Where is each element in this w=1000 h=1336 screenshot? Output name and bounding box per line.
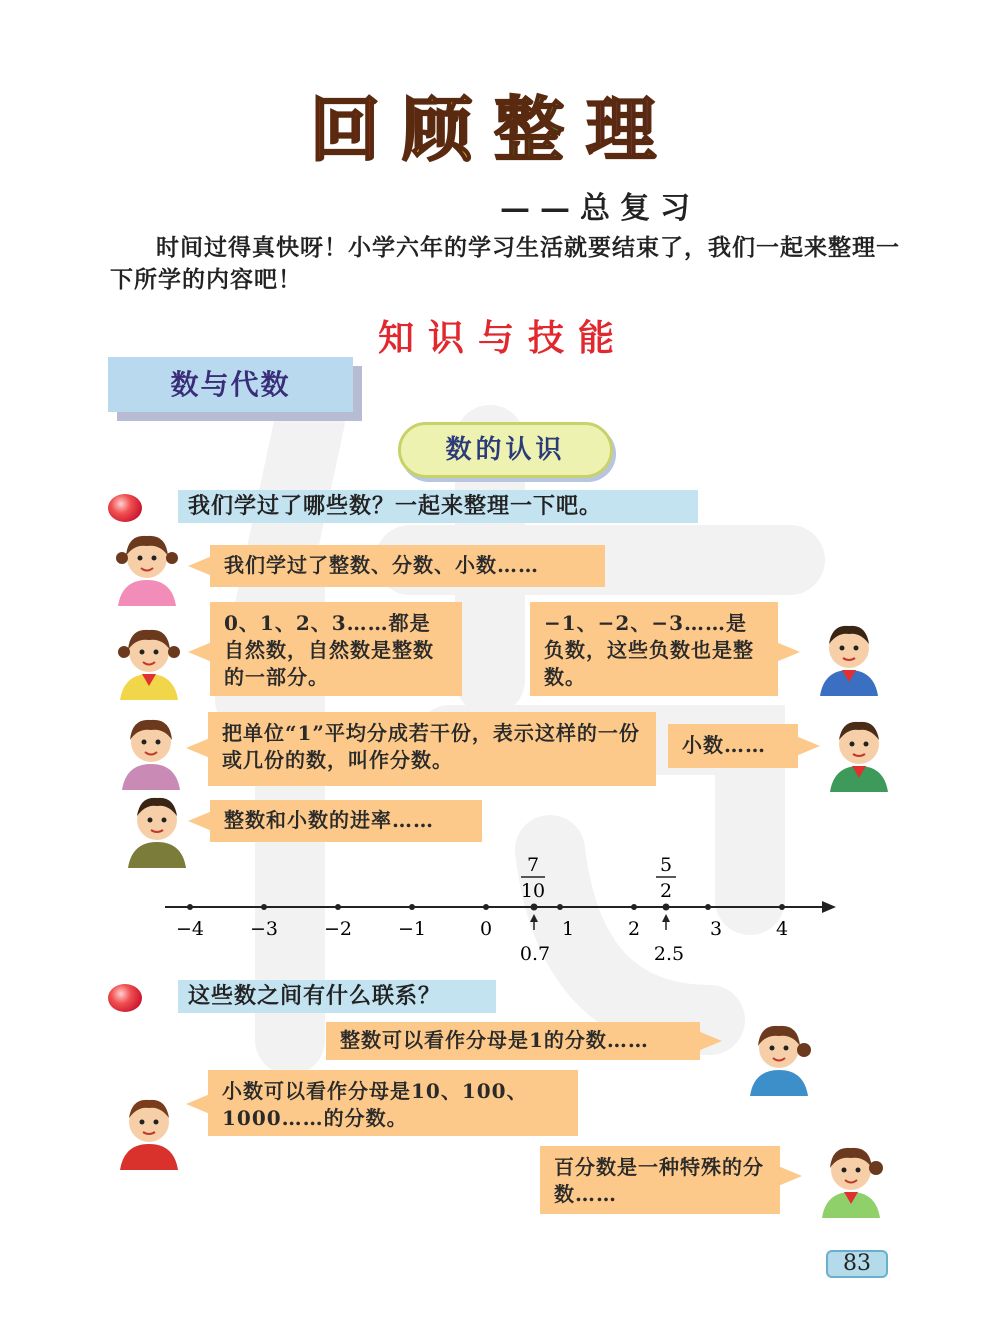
bubble-text: 我们学过了整数、分数、小数…… — [224, 553, 539, 577]
bullet-icon — [108, 494, 142, 522]
bubble-text: 整数可以看作分母是1的分数…… — [340, 1028, 649, 1052]
bubble-text: 小数…… — [682, 733, 766, 757]
decimal-label-2: 2.5 — [653, 943, 685, 965]
number-line-tick — [187, 904, 193, 910]
number-line-label: −3 — [249, 918, 279, 940]
topic-box — [108, 357, 353, 412]
subtopic-pill — [398, 422, 613, 478]
number-line-tick — [261, 904, 267, 910]
boy-avatar — [110, 1092, 188, 1170]
girl-avatar — [110, 622, 188, 700]
question-1: 我们学过了哪些数？一起来整理一下吧。 — [178, 490, 698, 523]
boy-avatar — [810, 618, 888, 696]
fraction-1-den: 10 — [520, 880, 546, 902]
speech-bubble — [668, 724, 798, 768]
number-line-tick — [705, 904, 711, 910]
number-line-tick — [409, 904, 415, 910]
number-line-tick — [779, 904, 785, 910]
number-line-tick — [335, 904, 341, 910]
bubble-text: 0、1、2、3……都是自然数，自然数是整数的一部分。 — [224, 611, 434, 689]
speech-bubble — [210, 545, 605, 587]
girl-avatar — [740, 1018, 818, 1096]
number-line-label: 1 — [561, 918, 575, 940]
subtitle: ——总复习 — [500, 191, 700, 226]
speech-bubble — [530, 602, 778, 696]
speech-bubble — [210, 800, 482, 842]
subtopic-label: 数的认识 — [445, 435, 566, 465]
topic-label: 数与代数 — [170, 368, 291, 401]
point-2.5 — [663, 904, 670, 911]
number-line-label: 2 — [627, 918, 641, 940]
section-heading: 知识与技能 — [378, 318, 629, 359]
bubble-text: 百分数是一种特殊的分数…… — [554, 1155, 764, 1206]
number-line — [160, 850, 850, 970]
question-2: 这些数之间有什么联系？ — [178, 980, 496, 1013]
bubble-text: −1、−2、−3……是负数，这些负数也是整数。 — [544, 611, 754, 689]
boy-avatar — [820, 714, 898, 792]
speech-bubble — [326, 1022, 700, 1060]
page-title — [300, 88, 670, 176]
fraction-1-num: 7 — [526, 854, 540, 876]
girl-avatar — [108, 528, 186, 606]
number-line-label: 4 — [775, 918, 789, 940]
bullet-icon — [108, 984, 142, 1012]
point-0.7 — [531, 904, 538, 911]
number-line-label: 3 — [709, 918, 723, 940]
fraction-2-num: 5 — [659, 854, 673, 876]
speech-bubble — [208, 712, 656, 786]
bubble-text: 把单位“1”平均分成若干份，表示这样的一份或几份的数，叫作分数。 — [222, 721, 640, 772]
number-line-label: −4 — [175, 918, 205, 940]
number-line-label: −2 — [323, 918, 353, 940]
number-line-tick — [557, 904, 563, 910]
title-char: 回 — [310, 89, 380, 171]
number-line-arrow — [822, 901, 836, 913]
fraction-2-den: 2 — [659, 880, 673, 902]
bubble-text: 整数和小数的进率…… — [224, 808, 434, 832]
title-char: 整 — [494, 89, 564, 171]
number-line-label: −1 — [397, 918, 427, 940]
bubble-text: 小数可以看作分母是10、100、1000……的分数。 — [222, 1079, 528, 1130]
number-line-tick — [631, 904, 637, 910]
girl-avatar — [112, 712, 190, 790]
intro-text — [110, 232, 900, 296]
decimal-label-1: 0.7 — [519, 943, 551, 965]
number-line-label: 0 — [479, 918, 493, 940]
speech-bubble — [208, 1070, 578, 1136]
speech-bubble — [210, 602, 462, 696]
number-line-tick — [483, 904, 489, 910]
girl-avatar — [812, 1140, 890, 1218]
speech-bubble — [540, 1146, 780, 1214]
title-char: 理 — [586, 89, 656, 171]
title-char: 顾 — [402, 89, 472, 171]
intro-paragraph: 时间过得真快呀！小学六年的学习生活就要结束了，我们一起来整理一下所学的内容吧！ — [110, 234, 900, 293]
page-number: 83 — [826, 1250, 888, 1278]
